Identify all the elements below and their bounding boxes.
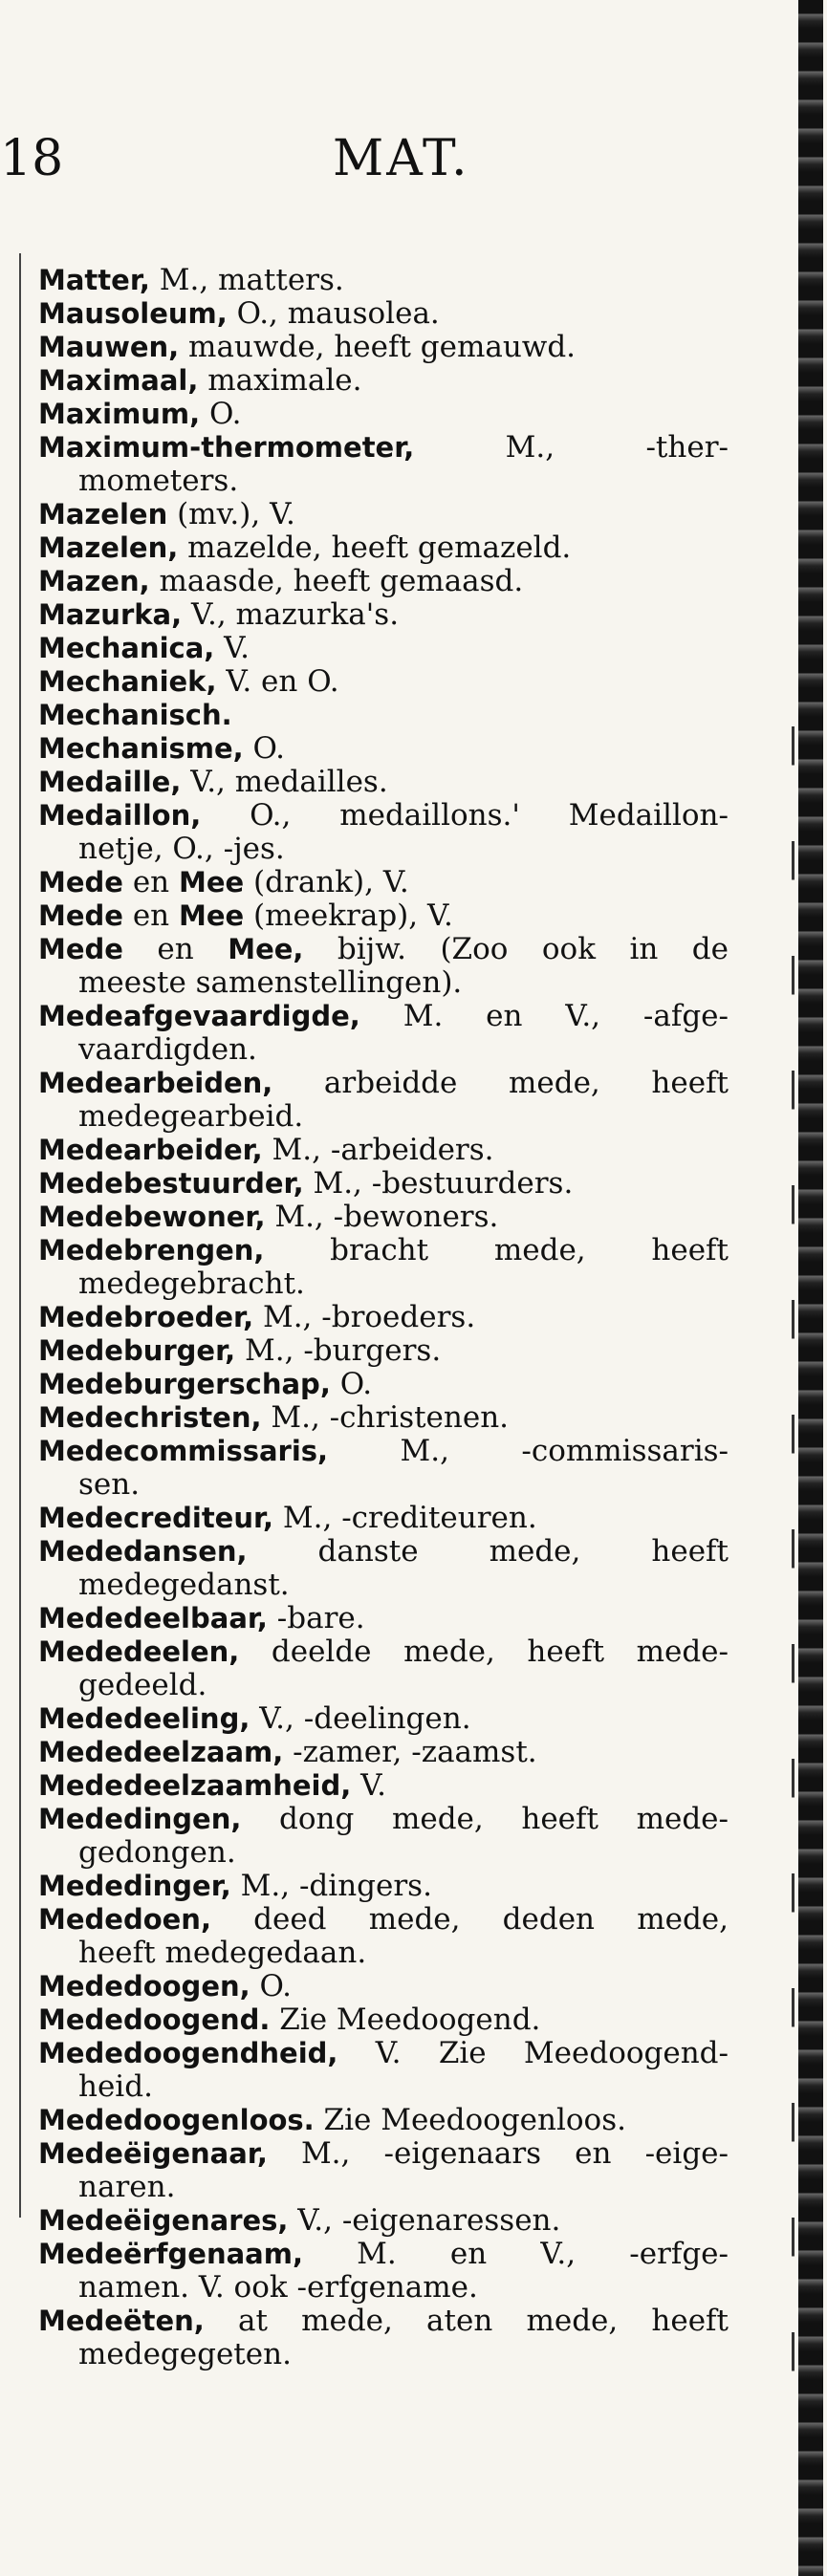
entry-text: maasde, heeft gemaasd.	[149, 564, 524, 598]
entry-text: O.	[200, 397, 242, 431]
entry-first-line	[38, 1602, 729, 1635]
entry-text: en	[122, 932, 229, 966]
entry-text: V., -eigenaressen.	[288, 2203, 561, 2238]
entry-continuation: gedeeld.	[78, 1668, 207, 1702]
headword: Medeafgevaardigde,	[38, 1000, 360, 1032]
entry-first-line	[38, 1535, 729, 1569]
entry-first-line	[38, 1702, 729, 1736]
entry-first-line	[38, 364, 729, 398]
dictionary-entry	[38, 565, 729, 598]
dictionary-entry	[38, 1903, 729, 1970]
dictionary-entry	[38, 498, 729, 531]
headword: Mededoen,	[38, 1903, 211, 1936]
entry-first-line	[38, 1870, 729, 1903]
headword: Mede	[38, 933, 123, 965]
entry-text: en	[122, 898, 179, 933]
headword: Mededoogenloos.	[38, 2104, 315, 2136]
entry-text: V.	[351, 1768, 386, 1803]
headword: Medeburger,	[38, 1334, 236, 1367]
entry-continuation: medegebracht.	[78, 1266, 305, 1301]
headword: Mee	[179, 866, 245, 898]
entry-text: M., -dingers.	[230, 1869, 432, 1903]
entry-first-line	[38, 398, 729, 431]
entry-first-line	[38, 766, 729, 799]
entry-text: bijw. (Zoo ook in de	[303, 932, 729, 966]
dictionary-entry	[38, 598, 729, 632]
entry-continuation: gedongen.	[78, 1835, 236, 1870]
headword: Medeburgerschap,	[38, 1368, 331, 1400]
headword: Medebestuurder,	[38, 1167, 304, 1200]
headword: Medeëigenares,	[38, 2204, 289, 2237]
entry-first-line	[38, 297, 729, 331]
entry-text: M., -eigenaars en -eige-	[267, 2136, 729, 2171]
entry-first-line	[38, 531, 729, 565]
entry-text: V., medailles.	[181, 765, 388, 799]
entry-first-line	[38, 1736, 729, 1769]
headword: Mauwen,	[38, 331, 180, 363]
entry-text: M., -commissaris-	[328, 1434, 729, 1468]
entry-text: -zamer, -zaamst.	[283, 1735, 537, 1769]
headword: Mede	[38, 866, 123, 898]
entry-first-line	[38, 1234, 729, 1267]
entry-first-line	[38, 1301, 729, 1334]
entry-first-line	[38, 2037, 729, 2070]
headword: Maximum,	[38, 398, 201, 430]
dictionary-entry	[38, 531, 729, 565]
entry-first-line	[38, 1201, 729, 1234]
entry-text: Zie Meedoogend.	[270, 2002, 541, 2037]
entry-text: M. en V., -afge-	[359, 999, 729, 1033]
entry-first-line	[38, 2204, 729, 2238]
headword: Mededansen,	[38, 1535, 248, 1568]
dictionary-entry	[38, 1201, 729, 1234]
dictionary-entry	[38, 2305, 729, 2371]
entry-list	[38, 264, 729, 2371]
entry-text: arbeidde mede, heeft	[272, 1066, 729, 1100]
entry-first-line	[38, 1502, 729, 1535]
dictionary-entry	[38, 1401, 729, 1435]
dictionary-entry	[38, 766, 729, 799]
headword: Mededoogen,	[38, 1970, 250, 2002]
page-edge-binding	[798, 0, 823, 2576]
dictionary-entry	[38, 1635, 729, 1702]
entry-first-line	[38, 1635, 729, 1669]
headword: Medebroeder,	[38, 1301, 254, 1333]
entry-text: en	[122, 865, 179, 899]
entry-text: Zie Meedoogenloos.	[314, 2103, 626, 2137]
dictionary-entry	[38, 899, 729, 933]
dictionary-entry	[38, 1970, 729, 2003]
entry-first-line	[38, 732, 729, 766]
entry-text: V. Zie Meedoogend-	[337, 2036, 729, 2070]
entry-first-line	[38, 2003, 729, 2037]
column-rule	[19, 253, 21, 2218]
entry-text: dong mede, heeft mede-	[241, 1802, 729, 1836]
entry-text: V.	[214, 631, 250, 665]
entry-text: (mv.), V.	[167, 497, 295, 531]
headword: Medechristen,	[38, 1401, 262, 1434]
dictionary-entry	[38, 2137, 729, 2204]
headword: Mausoleum,	[38, 297, 228, 330]
entry-text: mazelde, heeft gemazeld.	[178, 530, 572, 565]
headword: Mededeelen,	[38, 1635, 240, 1668]
entry-continuation: medegearbeid.	[78, 1099, 304, 1134]
dictionary-entry	[38, 632, 729, 665]
dictionary-entry	[38, 1535, 729, 1602]
entry-first-line	[38, 264, 729, 297]
entry-text: M., -burgers.	[235, 1333, 442, 1368]
dictionary-entry	[38, 1602, 729, 1635]
headword: Medearbeiden,	[38, 1067, 273, 1099]
headword: Medebewoner,	[38, 1201, 266, 1233]
dictionary-entry	[38, 2003, 729, 2037]
entry-text: M., -crediteuren.	[273, 1501, 537, 1535]
dictionary-entry	[38, 1502, 729, 1535]
entry-text: bracht mede, heeft	[264, 1233, 729, 1267]
dictionary-entry	[38, 665, 729, 699]
entry-first-line	[38, 2104, 729, 2137]
dictionary-entry	[38, 1334, 729, 1368]
dictionary-entry	[38, 1702, 729, 1736]
headword: Matter,	[38, 264, 150, 296]
entry-continuation: naren.	[78, 2170, 176, 2204]
entry-first-line	[38, 1903, 729, 1937]
headword: Maximum-thermometer,	[38, 431, 415, 464]
dictionary-entry	[38, 699, 729, 732]
dictionary-entry	[38, 364, 729, 398]
dictionary-entry	[38, 1368, 729, 1401]
headword: Medaille,	[38, 766, 182, 798]
dictionary-entry	[38, 1067, 729, 1134]
entry-text: -bare.	[267, 1601, 365, 1635]
entry-text: M., -broeders.	[253, 1300, 476, 1334]
headword: Medearbeider,	[38, 1134, 263, 1166]
entry-first-line	[38, 699, 729, 732]
entry-text: M., -bestuurders.	[303, 1166, 574, 1201]
page-number: 18	[0, 130, 64, 187]
dictionary-entry	[38, 297, 729, 331]
entry-text: danste mede, heeft	[247, 1534, 729, 1569]
entry-first-line	[38, 1435, 729, 1468]
entry-text: V., mazurka's.	[182, 597, 400, 632]
entry-first-line	[38, 1167, 729, 1201]
headword: Maximaal,	[38, 364, 199, 397]
headword: Mededeelbaar,	[38, 1602, 268, 1634]
headword: Mededoogendheid,	[38, 2037, 338, 2069]
entry-continuation: namen. V. ook -erfgename.	[78, 2270, 478, 2305]
entry-continuation: sen.	[78, 1467, 141, 1502]
headword: Mededeelzaamheid,	[38, 1769, 352, 1802]
entry-first-line	[38, 1067, 729, 1100]
dictionary-entry	[38, 732, 729, 766]
headword: Mazelen,	[38, 531, 179, 564]
dictionary-entry	[38, 2204, 729, 2238]
entry-continuation: medegegeten.	[78, 2337, 292, 2371]
dictionary-entry	[38, 2037, 729, 2104]
entry-text: mauwde, heeft gemauwd.	[179, 330, 577, 364]
dictionary-entry	[38, 331, 729, 364]
dictionary-entry	[38, 866, 729, 899]
entry-first-line	[38, 598, 729, 632]
entry-first-line	[38, 1401, 729, 1435]
headword: Mazelen	[38, 498, 168, 530]
entry-text: (meekrap), V.	[244, 898, 453, 933]
headword: Medeëigenaar,	[38, 2137, 268, 2170]
entry-text: M., matters.	[149, 263, 344, 297]
entry-text: O., medaillons.' Medaillon-	[201, 798, 729, 833]
entry-continuation: vaardigden.	[78, 1032, 257, 1067]
entry-first-line	[38, 498, 729, 531]
entry-text: O.	[243, 731, 285, 766]
entry-first-line	[38, 632, 729, 665]
headword: Mededeelzaam,	[38, 1736, 284, 1768]
headword: Mededinger,	[38, 1870, 231, 1902]
entry-text: deed mede, deden mede,	[210, 1902, 729, 1937]
entry-text: V. en O.	[216, 664, 339, 699]
entry-continuation: mometers.	[78, 464, 239, 498]
entry-text: M., -christenen.	[261, 1400, 510, 1435]
dictionary-entry	[38, 1435, 729, 1502]
dictionary-entry	[38, 1134, 729, 1167]
entry-first-line	[38, 431, 729, 465]
headword: Medeërfgenaam,	[38, 2238, 303, 2270]
headword: Medebrengen,	[38, 1234, 265, 1266]
entry-text: M., -ther-	[414, 430, 729, 465]
dictionary-entry	[38, 1769, 729, 1803]
headword: Mede	[38, 899, 123, 932]
entry-first-line	[38, 1368, 729, 1401]
entry-first-line	[38, 1803, 729, 1836]
headword: Mechanisch.	[38, 699, 232, 731]
entry-text: V., -deelingen.	[250, 1701, 471, 1736]
headword: Mededingen,	[38, 1803, 242, 1835]
entry-first-line	[38, 866, 729, 899]
entry-first-line	[38, 665, 729, 699]
entry-continuation: heid.	[78, 2069, 153, 2104]
headword: Mechanisme,	[38, 732, 244, 765]
headword: Medaillon,	[38, 799, 202, 832]
entry-text: maximale.	[198, 363, 362, 398]
headword: Mee	[179, 899, 245, 932]
page-edge-shadow	[792, 726, 794, 2447]
dictionary-entry	[38, 2238, 729, 2305]
entry-continuation: medegedanst.	[78, 1568, 290, 1602]
entry-text: O., mausolea.	[227, 296, 440, 331]
entry-continuation: heeft medegedaan.	[78, 1936, 367, 1970]
headword: Mededeeling,	[38, 1702, 250, 1735]
headword: Mazen,	[38, 565, 150, 597]
headword: Mazurka,	[38, 598, 183, 631]
entry-first-line	[38, 2238, 729, 2271]
entry-text: (drank), V.	[244, 865, 409, 899]
entry-first-line	[38, 1334, 729, 1368]
entry-first-line	[38, 899, 729, 933]
dictionary-entry	[38, 398, 729, 431]
dictionary-entry	[38, 1736, 729, 1769]
dictionary-entry	[38, 1000, 729, 1067]
dictionary-entry	[38, 1234, 729, 1301]
entry-continuation: netje, O., -jes.	[78, 832, 285, 866]
entry-text: O.	[330, 1367, 373, 1401]
entry-first-line	[38, 565, 729, 598]
entry-continuation: meeste samenstellingen).	[78, 965, 463, 1000]
entry-first-line	[38, 1134, 729, 1167]
dictionary-entry	[38, 799, 729, 866]
running-head: MAT.	[333, 130, 470, 187]
headword: Mechaniek,	[38, 665, 217, 698]
dictionary-entry	[38, 1803, 729, 1870]
headword: Medecommissaris,	[38, 1435, 329, 1467]
entry-text: M., -arbeiders.	[262, 1133, 494, 1167]
headword: Mededoogend.	[38, 2003, 271, 2036]
dictionary-entry	[38, 264, 729, 297]
entry-first-line	[38, 2137, 729, 2171]
entry-first-line	[38, 331, 729, 364]
dictionary-entry	[38, 933, 729, 1000]
dictionary-entry	[38, 1167, 729, 1201]
entry-text: M., -bewoners.	[265, 1200, 499, 1234]
dictionary-entry	[38, 431, 729, 498]
entry-text: deelde mede, heeft mede-	[239, 1634, 729, 1669]
headword: Medecrediteur,	[38, 1502, 274, 1534]
headword: Mee,	[228, 933, 304, 965]
entry-text: M. en V., -erfge-	[303, 2237, 729, 2271]
entry-first-line	[38, 1970, 729, 2003]
entry-first-line	[38, 2305, 729, 2338]
headword: Mechanica,	[38, 632, 215, 664]
entry-text: O.	[250, 1969, 292, 2003]
entry-first-line	[38, 1000, 729, 1033]
dictionary-entry	[38, 2104, 729, 2137]
entry-first-line	[38, 799, 729, 833]
dictionary-entry	[38, 1870, 729, 1903]
entry-first-line	[38, 933, 729, 966]
dictionary-entry	[38, 1301, 729, 1334]
entry-first-line	[38, 1769, 729, 1803]
entry-text: at mede, aten mede, heeft	[204, 2304, 729, 2338]
headword: Medeëten,	[38, 2305, 205, 2337]
